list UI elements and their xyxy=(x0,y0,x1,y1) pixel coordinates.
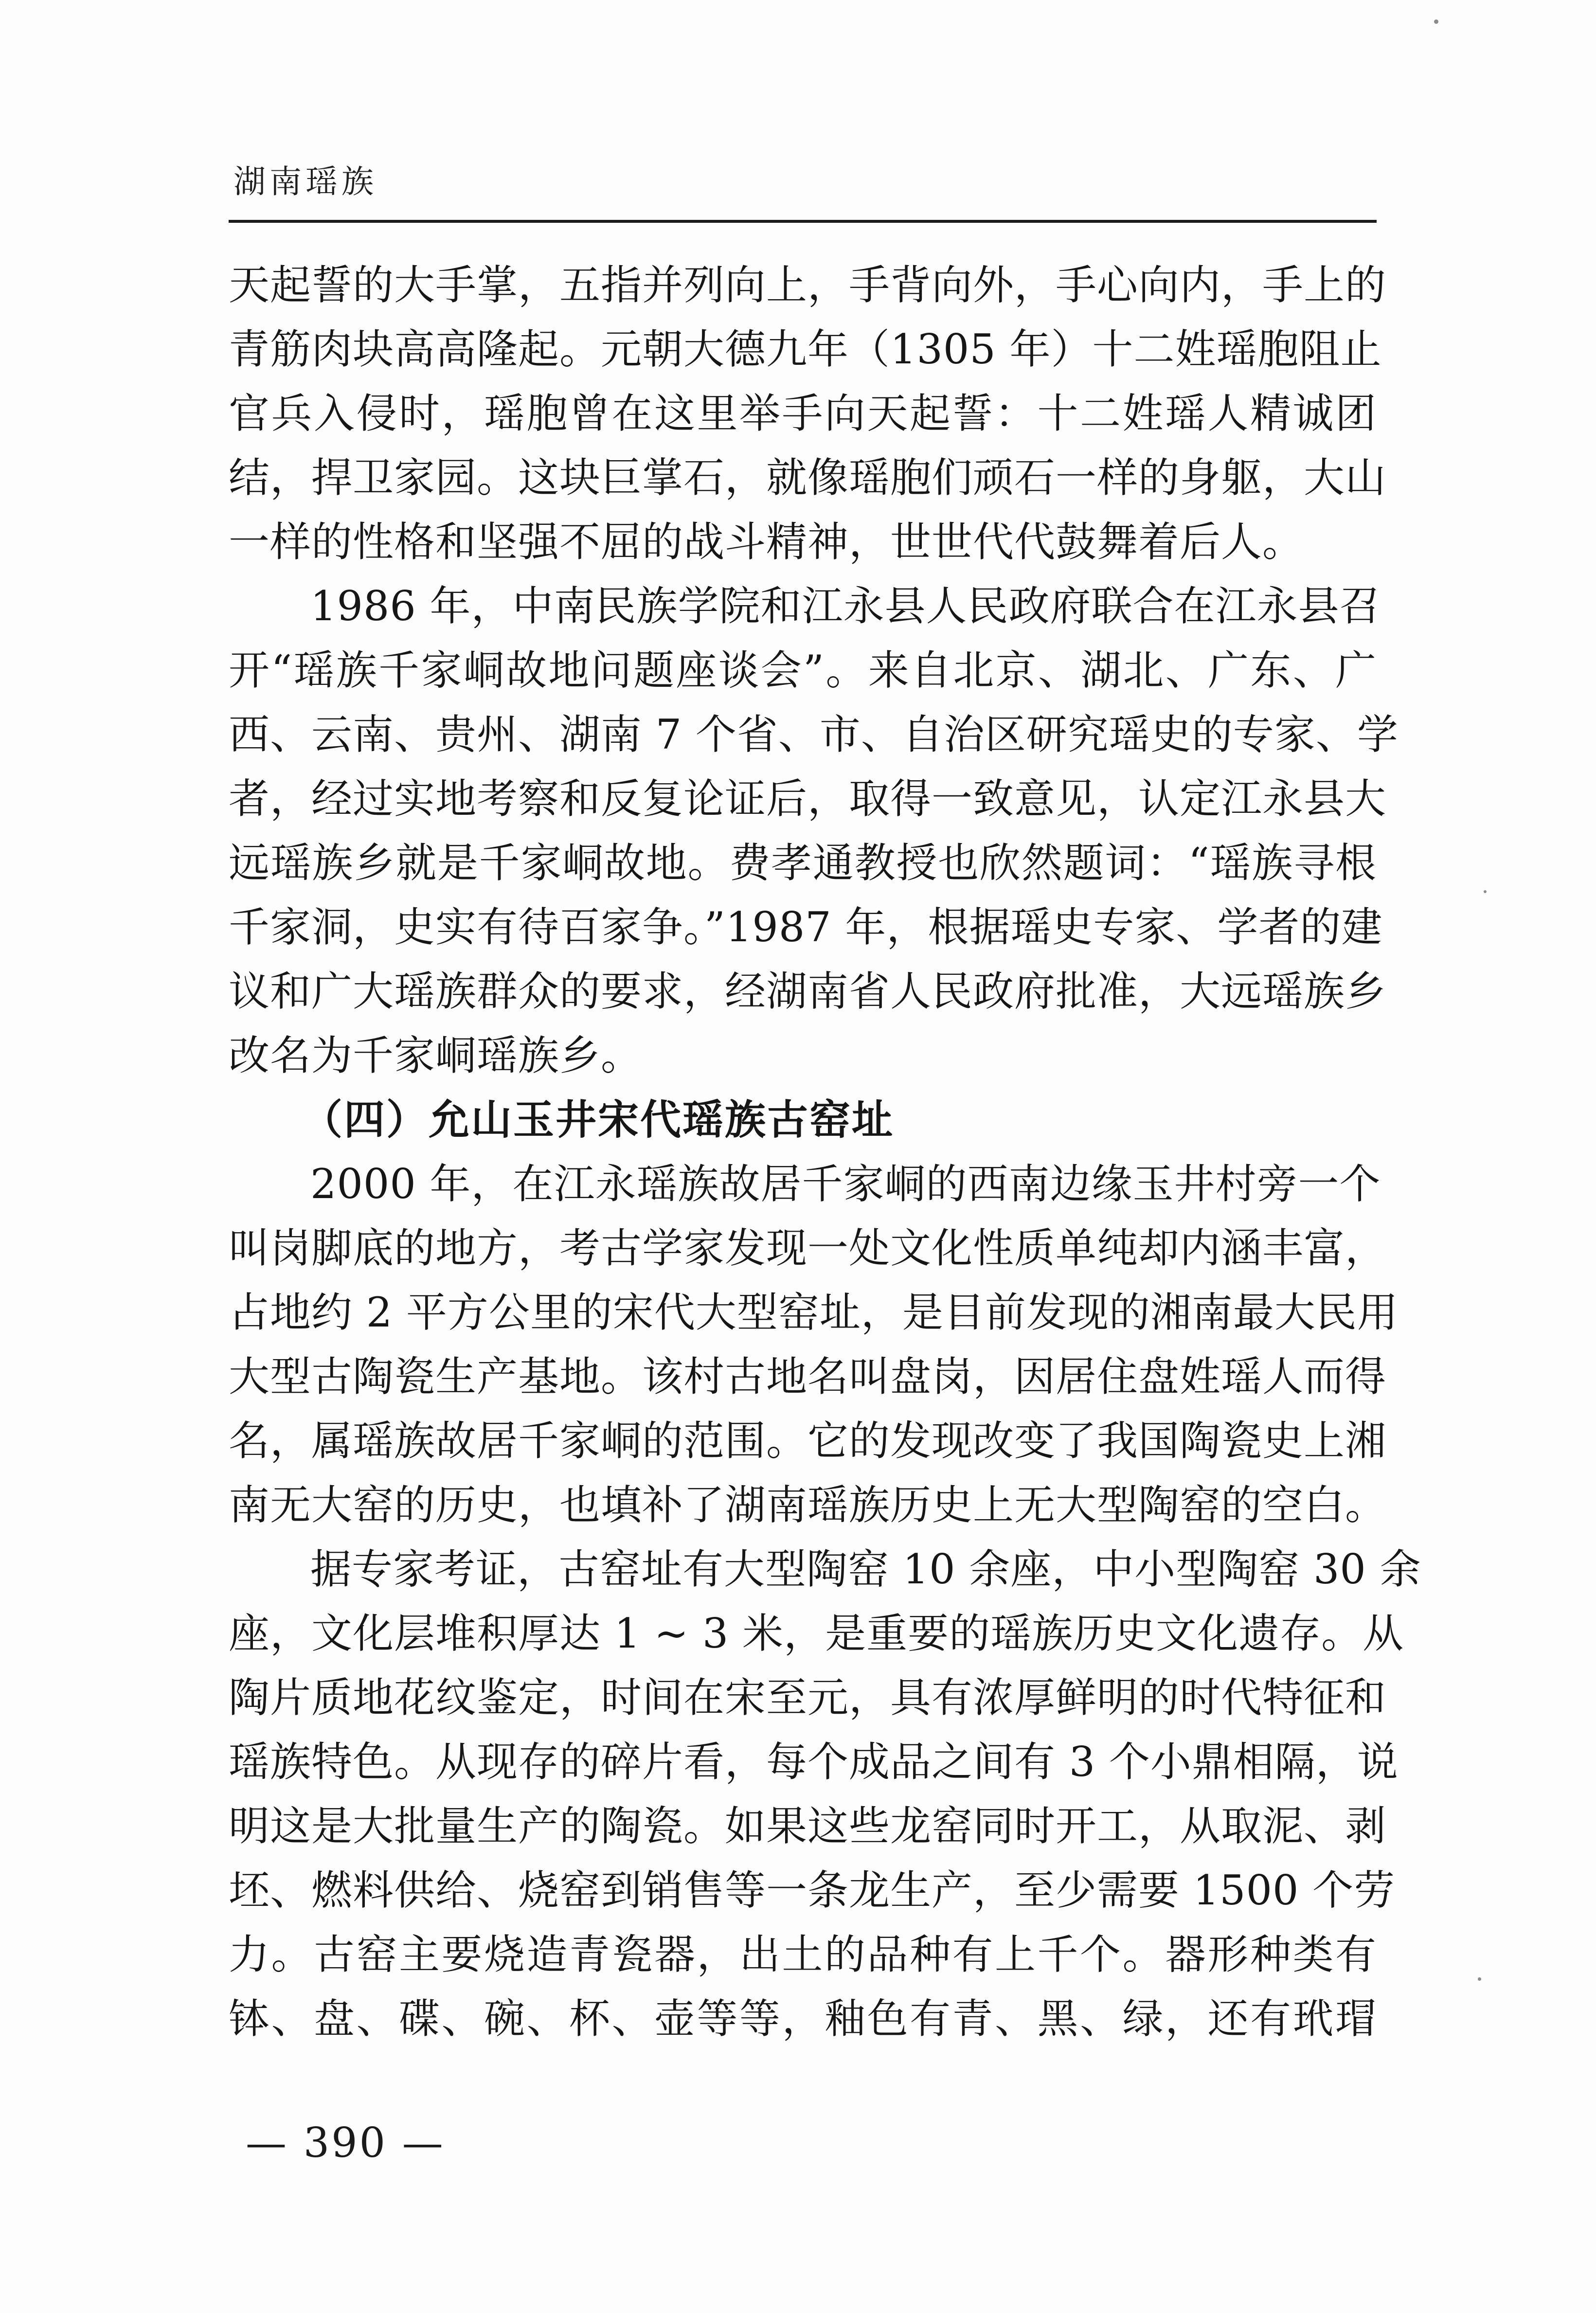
scan-speck xyxy=(1478,1977,1481,1981)
text-line: 者，经过实地考察和反复论证后，取得一致意见，认定江永县大 xyxy=(229,775,1387,823)
paragraph-start-line: 据专家考证，古窑址有大型陶窑 10 余座，中小型陶窑 30 余 xyxy=(310,1545,1421,1593)
text-line: 青筋肉块高高隆起。元朝大德九年（1305 年）十二姓瑶胞阻止 xyxy=(229,325,1382,373)
section-heading: （四）允山玉井宋代瑶族古窑址 xyxy=(302,1096,895,1144)
text-line: 占地约 2 平方公里的宋代大型窑址，是目前发现的湘南最大民用 xyxy=(229,1289,1399,1336)
scan-speck xyxy=(1434,19,1438,24)
text-line: 力。古窑主要烧造青瓷器，出土的品种有上千个。器形种类有 xyxy=(229,1931,1377,1978)
paragraph-start-line: 2000 年，在江永瑶族故居千家峒的西南边缘玉井村旁一个 xyxy=(310,1160,1381,1208)
text-line: 叫岗脚底的地方，考古学家发现一处文化性质单纯却内涵丰富， xyxy=(229,1224,1387,1272)
running-header: 湖南瑶族 xyxy=(233,163,377,200)
text-line: 千家洞，史实有待百家争。”1987 年，根据瑶史专家、学者的建 xyxy=(229,903,1383,951)
text-line: 坯、燃料供给、烧窑到销售等一条龙生产，至少需要 1500 个劳 xyxy=(229,1866,1396,1914)
paragraph-start-line: 1986 年，中南民族学院和江永县人民政府联合在江永县召 xyxy=(310,582,1381,630)
text-line: 结，捍卫家园。这块巨掌石，就像瑶胞们顽石一样的身躯，大山 xyxy=(229,454,1387,502)
text-line: 座，文化层堆积厚达 1 ~ 3 米，是重要的瑶族历史文化遗存。从 xyxy=(229,1610,1404,1657)
text-line: 一样的性格和坚强不屈的战斗精神，世世代代鼓舞着后人。 xyxy=(229,518,1304,566)
text-line: 天起誓的大手掌，五指并列向上，手背向外，手心向内，手上的 xyxy=(229,261,1387,309)
text-line: 明这是大批量生产的陶瓷。如果这些龙窑同时开工，从取泥、剥 xyxy=(229,1802,1387,1850)
text-line: 官兵入侵时，瑶胞曾在这里举手向天起誓：十二姓瑶人精诚团 xyxy=(229,390,1377,437)
text-line: 西、云南、贵州、湖南 7 个省、市、自治区研究瑶史的专家、学 xyxy=(229,711,1399,758)
text-line: 改名为千家峒瑶族乡。 xyxy=(229,1032,643,1079)
text-line: 名，属瑶族故居千家峒的范围。它的发现改变了我国陶瓷史上湘 xyxy=(229,1417,1387,1465)
text-line: 瑶族特色。从现存的碎片看，每个成品之间有 3 个小鼎相隔，说 xyxy=(229,1738,1399,1786)
text-line: 议和广大瑶族群众的要求，经湖南省人民政府批准，大远瑶族乡 xyxy=(229,968,1387,1015)
text-line: 远瑶族乡就是千家峒故地。费孝通教授也欣然题词：“瑶族寻根 xyxy=(229,839,1377,887)
header-rule xyxy=(229,220,1377,223)
text-line: 南无大窑的历史，也填补了湖南瑶族历史上无大型陶窑的空白。 xyxy=(229,1481,1387,1529)
text-line: 陶片质地花纹鉴定，时间在宋至元，具有浓厚鲜明的时代特征和 xyxy=(229,1674,1387,1721)
body-text xyxy=(229,253,1421,2051)
scan-speck xyxy=(1484,890,1487,893)
text-line: 开“瑶族千家峒故地问题座谈会”。来自北京、湖北、广东、广 xyxy=(229,646,1377,694)
page-number: — 390 — xyxy=(246,2119,445,2167)
text-line: 钵、盘、碟、碗、杯、壶等等，釉色有青、黑、绿，还有玳瑁 xyxy=(229,1995,1377,2043)
text-line: 大型古陶瓷生产基地。该村古地名叫盘岗，因居住盘姓瑶人而得 xyxy=(229,1353,1387,1400)
